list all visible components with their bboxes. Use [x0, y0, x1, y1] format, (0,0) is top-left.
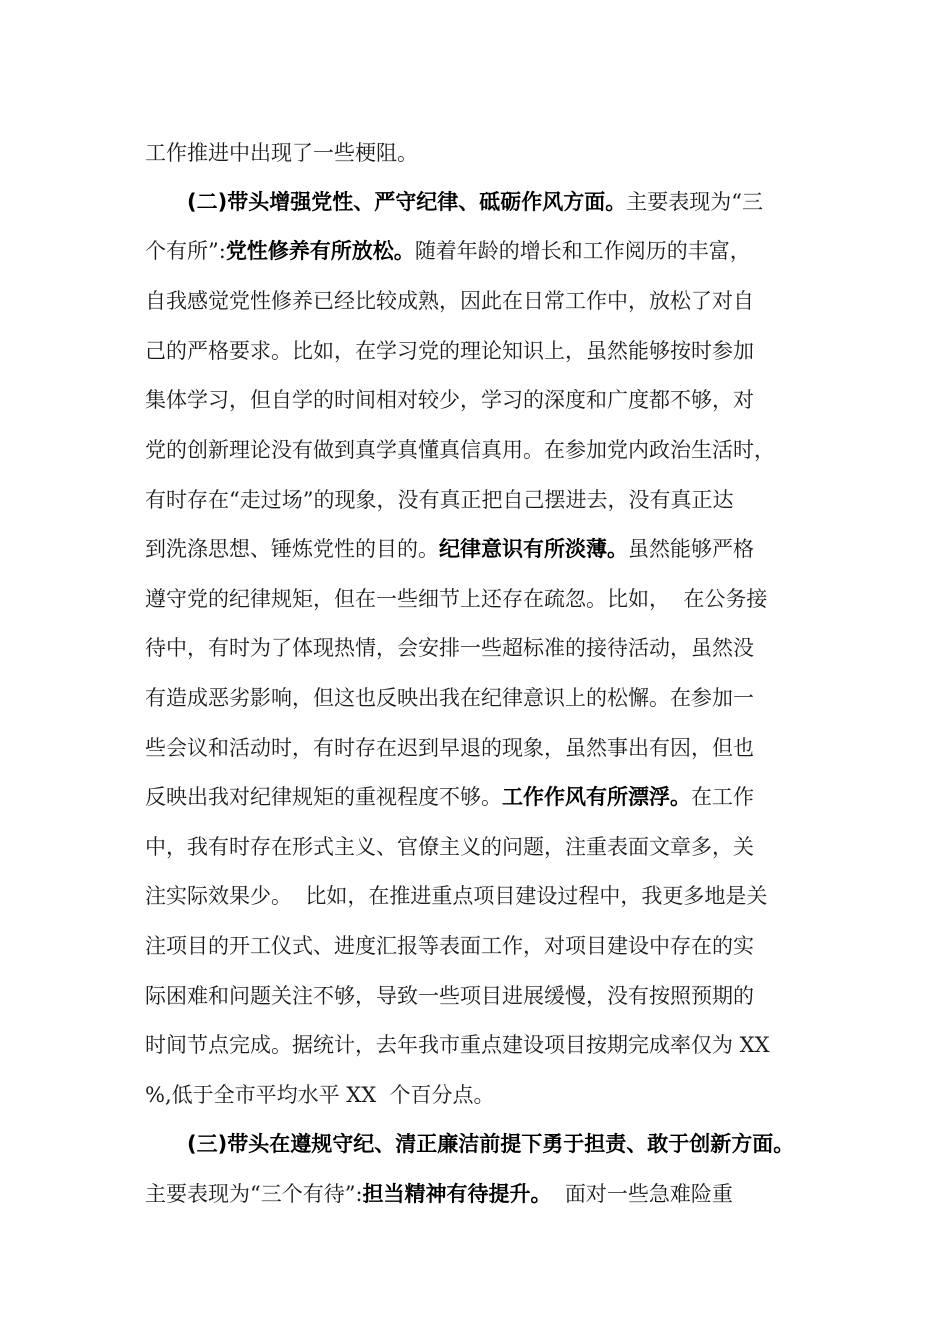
text-run: 党的创新理论没有做到真学真懂真信真用。在参加党内政治生活时，: [145, 438, 775, 462]
text-run: 有时存在“走过场”的现象，没有真正把自己摆进去，没有真正达: [145, 488, 734, 512]
body-text-line: [145, 485, 733, 515]
body-text-line: [145, 584, 767, 614]
body-text-line: [145, 633, 754, 663]
text-run: 时间节点完成。据统计，去年我市重点建设项目按期完成率仅为 XX: [145, 1033, 770, 1057]
body-text-line: [145, 534, 754, 564]
body-text-line: [145, 138, 418, 168]
body-text-line: [145, 1030, 770, 1060]
body-text-line: [145, 683, 754, 713]
text-run: 遵守党的纪律规矩，但在一些细节上还存在疏忽。比如， 在公务接: [145, 587, 768, 611]
section-heading: (三)带头在遵规守纪、清正廉洁前提下勇于担责、敢于创新方面。: [187, 1132, 795, 1156]
body-text-line: [145, 832, 754, 862]
body-text-line: [145, 782, 754, 812]
section-heading: (二)带头增强党性、严守纪律、砥砺作风方面。: [187, 190, 627, 214]
text-run: 面对一些急难险重: [551, 1182, 733, 1206]
section-heading-line: [187, 1129, 794, 1159]
text-run: 注项目的开工仪式、进度汇报等表面工作，对项目建设中存在的实: [145, 934, 754, 958]
subheading-run: 纪律意识有所淡薄。: [439, 537, 628, 561]
text-run: 些会议和活动时，有时存在迟到早退的现象，虽然事出有因，但也: [145, 736, 754, 760]
text-run: 主要表现为“三个有待”:: [145, 1182, 363, 1206]
text-run: 际困难和问题关注不够，导致一些项目进展缓慢，没有按照预期的: [145, 984, 754, 1008]
body-text-line: [145, 1179, 733, 1209]
text-run: 中，我有时存在形式主义、官僚主义的问题，注重表面文章多，关: [145, 835, 754, 859]
text-run: 自我感觉党性修养已经比较成熟，因此在日常工作中，放松了对自: [145, 289, 754, 313]
body-text-line: [145, 1080, 495, 1110]
text-run: 在工作: [691, 785, 754, 809]
body-text-line: [145, 435, 775, 465]
body-text-line: [145, 733, 754, 763]
text-run: 工作推进中出现了一些梗阻。: [145, 141, 418, 165]
body-text-line: [145, 236, 751, 266]
body-text-line: [145, 981, 754, 1011]
text-run: 反映出我对纪律规矩的重视程度不够。: [145, 785, 502, 809]
text-run: %,低于全市平均水平 XX 个百分点。: [145, 1083, 495, 1107]
text-run: 虽然能够严格: [628, 537, 754, 561]
text-run: 己的严格要求。比如，在学习党的理论知识上，虽然能够按时参加: [145, 339, 754, 363]
text-run: 个有所”:: [145, 239, 226, 263]
subheading-run: 工作作风有所漂浮。: [502, 785, 691, 809]
text-run: 注实际效果少。 比如，在推进重点项目建设过程中，我更多地是关: [145, 884, 768, 908]
body-text-line: [145, 881, 767, 911]
text-run: 随着年龄的增长和工作阅历的丰富，: [414, 239, 751, 263]
body-text-line: [145, 931, 754, 961]
text-run: 到洗涤思想、锤炼党性的目的。: [145, 537, 439, 561]
text-run: 待中，有时为了体现热情，会安排一些超标准的接待活动，虽然没: [145, 636, 754, 660]
text-run: 集体学习，但自学的时间相对较少，学习的深度和广度都不够，对: [145, 388, 754, 412]
body-text-line: [145, 336, 754, 366]
text-run: 有造成恶劣影响，但这也反映出我在纪律意识上的松懈。在参加一: [145, 686, 754, 710]
subheading-run: 党性修养有所放松。: [225, 239, 415, 263]
subheading-run: 担当精神有待提升。: [362, 1182, 552, 1206]
section-heading-line: [187, 187, 763, 217]
body-text-line: [145, 286, 754, 316]
body-text-line: [145, 385, 754, 415]
text-run: 主要表现为“三: [626, 190, 763, 214]
